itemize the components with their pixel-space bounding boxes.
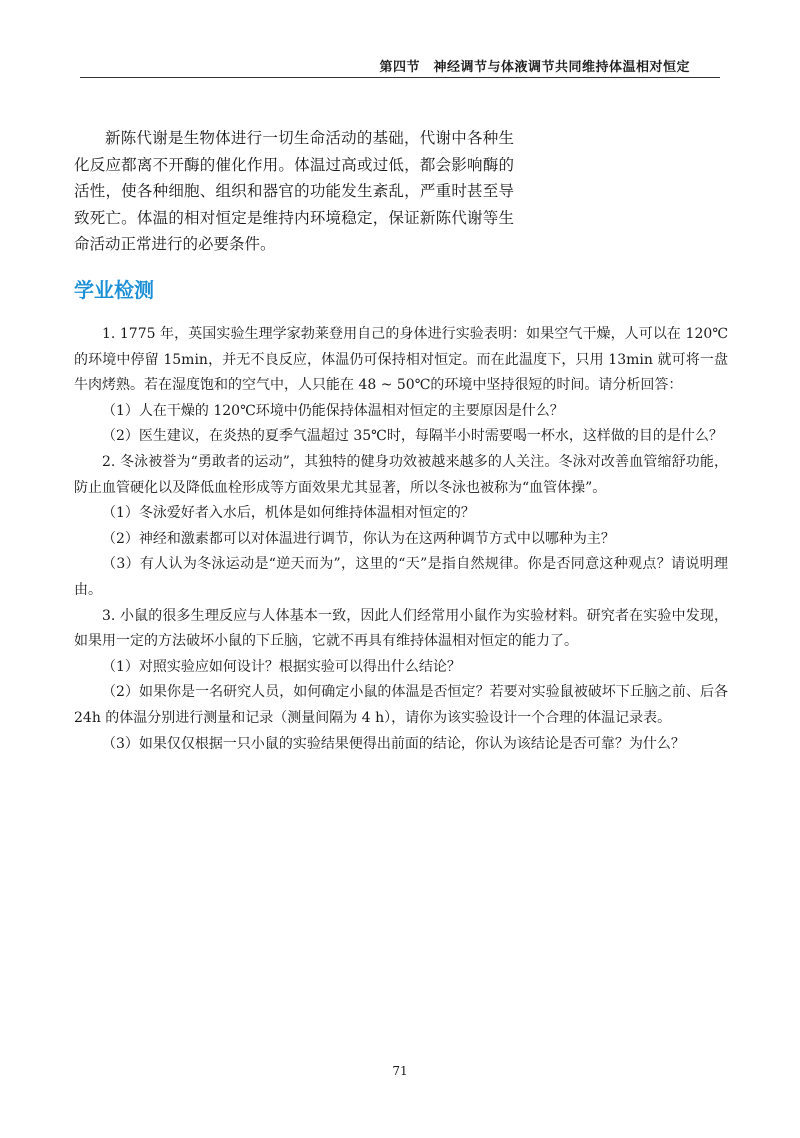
- question-1-sub-1: （1）人在干燥的 120℃环境中仍能保持体温相对恒定的主要原因是什么？: [102, 402, 564, 419]
- question-2-sub-1: （1）冬泳爱好者入水后，机体是如何维持体温相对恒定的？: [102, 505, 475, 522]
- exercise-list: [74, 322, 728, 757]
- running-header: [0, 0, 800, 86]
- question-3-stem: 3. 小鼠的很多生理反应与人体基本一致，因此人们经常用小鼠作为实验材料。研究者在实验中发现，如果用一定的方法破坏小鼠的下丘脑，它就不再具有维持体温相对恒定的能力了。: [74, 607, 728, 650]
- intro-paragraph: 新陈代谢是生物体进行一切生命活动的基础，代谢中各种生化反应都离不开酶的催化作用。体温过高或过低，都会影响酶的活性，使各种细胞、组织和器官的功能发生紊乱，严重时甚至导致死亡。体温的相对恒定是维持内环境稳定，保证新陈代谢等生命活动正常进行的必要条件。: [74, 129, 514, 253]
- question-3-sub-2: （2）如果你是一名研究人员，如何确定小鼠的体温是否恒定？若要对实验鼠被破坏下丘脑之前、后各 24h 的体温分别进行测量和记录（测量间隔为 4 h），请你为该实验设计一个合理的体温记录表。: [74, 684, 728, 726]
- question-1-sub-2: （2）医生建议，在炎热的夏季气温超过 35℃时，每隔半小时需要喝一杯水，这样做的目的是什么？: [102, 428, 723, 445]
- chapter-section-title: 第四节 神经调节与体液调节共同维持体温相对恒定: [379, 60, 690, 75]
- question-2-sub-2: （2）神经和激素都可以对体温进行调节，你认为在这两种调节方式中以哪种为主？: [102, 530, 615, 547]
- question-2-sub-3: （3）有人认为冬泳运动是“逆天而为”，这里的“天”是指自然规律。你是否同意这种观点？请说明理由。: [74, 556, 728, 598]
- question-3-sub-3: （3）如果仅仅根据一只小鼠的实验结果便得出前面的结论，你认为该结论是否可靠？为什么？: [102, 735, 685, 752]
- page-number: 71: [392, 1064, 408, 1078]
- question-2-stem: 2. 冬泳被誉为“勇敢者的运动”，其独特的健身功效被越来越多的人关注。冬泳对改善血管缩舒功能，防止血管硬化以及降低血栓形成等方面效果尤其显著，所以冬泳也被称为“血管体操”。: [74, 453, 728, 496]
- header-divider: [80, 77, 720, 78]
- question-3-sub-1: （1）对照实验应如何设计？根据实验可以得出什么结论？: [102, 658, 461, 675]
- question-1-stem: 1. 1775 年，英国实验生理学家勃莱登用自己的身体进行实验表明：如果空气干燥，人可以在 120℃的环境中停留 15min，并无不良反应，体温仍可保持相对恒定。而在此温度下，只用 13min 就可将一盘牛肉烤熟。若在湿度饱和的空气中，人只能在 48 ~ 50℃的环境中坚持很短的时间。请分析回答：: [74, 326, 728, 394]
- section-heading: 学业检测: [74, 278, 154, 302]
